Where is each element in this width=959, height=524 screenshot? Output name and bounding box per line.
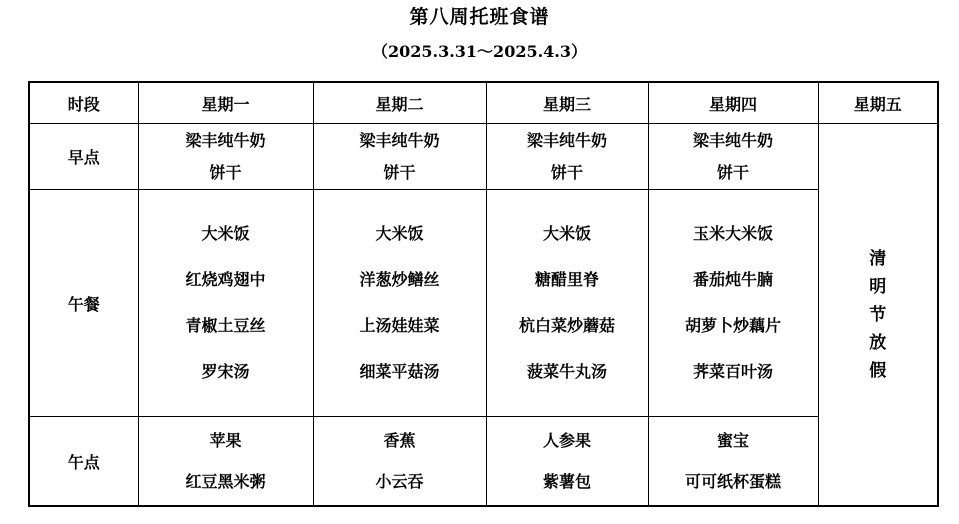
period-label-lunch: 午餐: [29, 190, 138, 417]
table-row-lunch: [29, 190, 938, 417]
header-monday: 星期一: [138, 82, 313, 124]
dish-item: 菠菜牛丸汤: [526, 362, 607, 381]
header-friday: 星期五: [818, 82, 938, 124]
header-thursday: 星期四: [648, 82, 818, 124]
dish-item: 青椒土豆丝: [185, 316, 266, 335]
menu-cell-breakfast-thursday: [648, 124, 818, 190]
dish-item: 香蕉: [383, 431, 416, 450]
menu-cell-lunch-thursday: [648, 190, 818, 417]
menu-table: [28, 81, 939, 507]
menu-cell-lunch-monday: [138, 190, 313, 417]
date-range: （2025.3.31～2025.4.3）: [371, 42, 587, 61]
dish-item: 蜜宝: [716, 431, 749, 450]
dish-item: 梁丰纯牛奶: [185, 130, 266, 150]
table-row-breakfast: [29, 124, 938, 190]
dish-item: 梁丰纯牛奶: [692, 130, 773, 150]
dish-item: 罗宋汤: [201, 362, 250, 381]
dish-item: 饼干: [209, 162, 242, 182]
header-time-period: 时段: [29, 82, 138, 124]
dish-item: 饼干: [716, 162, 749, 182]
menu-cell-lunch-tuesday: [313, 190, 486, 417]
dish-item: 大米饭: [542, 224, 591, 243]
dish-item: 大米饭: [375, 224, 424, 243]
dish-item: 饼干: [550, 162, 583, 182]
dish-item: 红烧鸡翅中: [185, 270, 266, 289]
dish-item: 饼干: [383, 162, 416, 182]
menu-cell-breakfast-tuesday: [313, 124, 486, 190]
dish-item: 细菜平菇汤: [359, 362, 440, 381]
menu-cell-snack-tuesday: [313, 417, 486, 507]
menu-cell-lunch-wednesday: [486, 190, 648, 417]
holiday-note: 清明节放假: [869, 248, 887, 381]
menu-cell-breakfast-monday: [138, 124, 313, 190]
menu-cell-snack-thursday: [648, 417, 818, 507]
dish-item: 人参果: [542, 431, 591, 450]
menu-cell-snack-monday: [138, 417, 313, 507]
page-title: 第八周托班食谱: [409, 6, 550, 28]
period-label-breakfast: 早点: [29, 124, 138, 190]
dish-item: 玉米大米饭: [692, 224, 773, 243]
header-wednesday: 星期三: [486, 82, 648, 124]
dish-item: 可可纸杯蛋糕: [684, 472, 781, 491]
dish-item: 苹果: [209, 431, 242, 450]
period-label-afternoon-snack: 午点: [29, 417, 138, 507]
dish-item: 上汤娃娃菜: [359, 316, 440, 335]
dish-item: 洋葱炒鳝丝: [359, 270, 440, 289]
dish-item: 红豆黑米粥: [185, 472, 266, 491]
menu-cell-breakfast-wednesday: [486, 124, 648, 190]
dish-item: 胡萝卜炒藕片: [684, 316, 781, 335]
dish-item: 小云吞: [375, 472, 424, 491]
dish-item: 番茄炖牛腩: [692, 270, 773, 289]
dish-item: 梁丰纯牛奶: [359, 130, 440, 150]
dish-item: 杭白菜炒蘑菇: [518, 316, 615, 335]
table-row-afternoon-snack: [29, 417, 938, 507]
header-tuesday: 星期二: [313, 82, 486, 124]
dish-item: 荠菜百叶汤: [692, 362, 773, 381]
dish-item: 梁丰纯牛奶: [526, 130, 607, 150]
dish-item: 大米饭: [201, 224, 250, 243]
dish-item: 糖醋里脊: [534, 270, 599, 289]
header-row: [29, 82, 938, 124]
holiday-cell-friday: [818, 124, 938, 507]
dish-item: 紫薯包: [542, 472, 591, 491]
menu-cell-snack-wednesday: [486, 417, 648, 507]
